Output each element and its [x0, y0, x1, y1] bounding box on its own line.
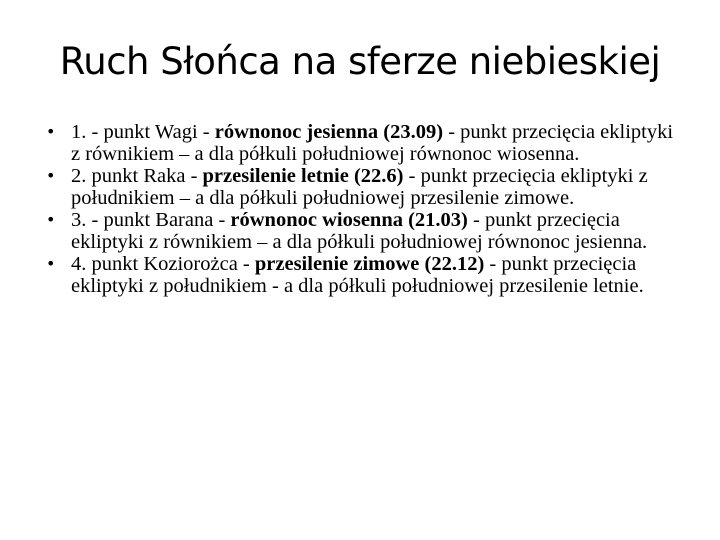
- item-text: - punkt przecięcia ekliptyki z równikiem – a dla półkuli południowej równonoc jesienna.: [71, 209, 648, 253]
- item-text: 4. punkt Koziorożca -: [71, 253, 255, 275]
- list-item: [46, 121, 686, 165]
- item-text: 2. punkt Raka -: [71, 165, 203, 187]
- bullet-icon: •: [46, 166, 56, 185]
- bullet-icon: •: [46, 254, 56, 273]
- slide-title: Ruch Słońca na sferze niebieskiej: [59, 40, 661, 83]
- item-text: - punkt przecięcia ekliptyki z południkiem – a dla półkuli południowej przesilenie zimowe.: [71, 165, 648, 209]
- bullet-icon: •: [46, 210, 56, 229]
- list-item: [46, 253, 686, 297]
- bullet-icon: •: [46, 122, 56, 141]
- item-bold-text: przesilenie letnie (22.6): [202, 165, 404, 187]
- list-item: [46, 165, 686, 209]
- item-text: 3. - punkt Barana -: [71, 209, 231, 231]
- item-text: 1. - punkt Wagi -: [71, 121, 215, 143]
- item-bold-text: przesilenie zimowe (22.12): [254, 253, 485, 275]
- item-text: - punkt przecięcia ekliptyki z równikiem – a dla półkuli południowej równonoc wiosenna.: [71, 121, 674, 165]
- bullet-list: [46, 121, 686, 297]
- item-bold-text: równonoc wiosenna (21.03): [230, 209, 468, 231]
- item-text: - punkt przecięcia ekliptyki z południkiem - a dla półkuli południowej przesilenie letnie.: [71, 253, 644, 297]
- list-item: [46, 209, 686, 253]
- item-bold-text: równonoc jesienna (23.09): [214, 121, 444, 143]
